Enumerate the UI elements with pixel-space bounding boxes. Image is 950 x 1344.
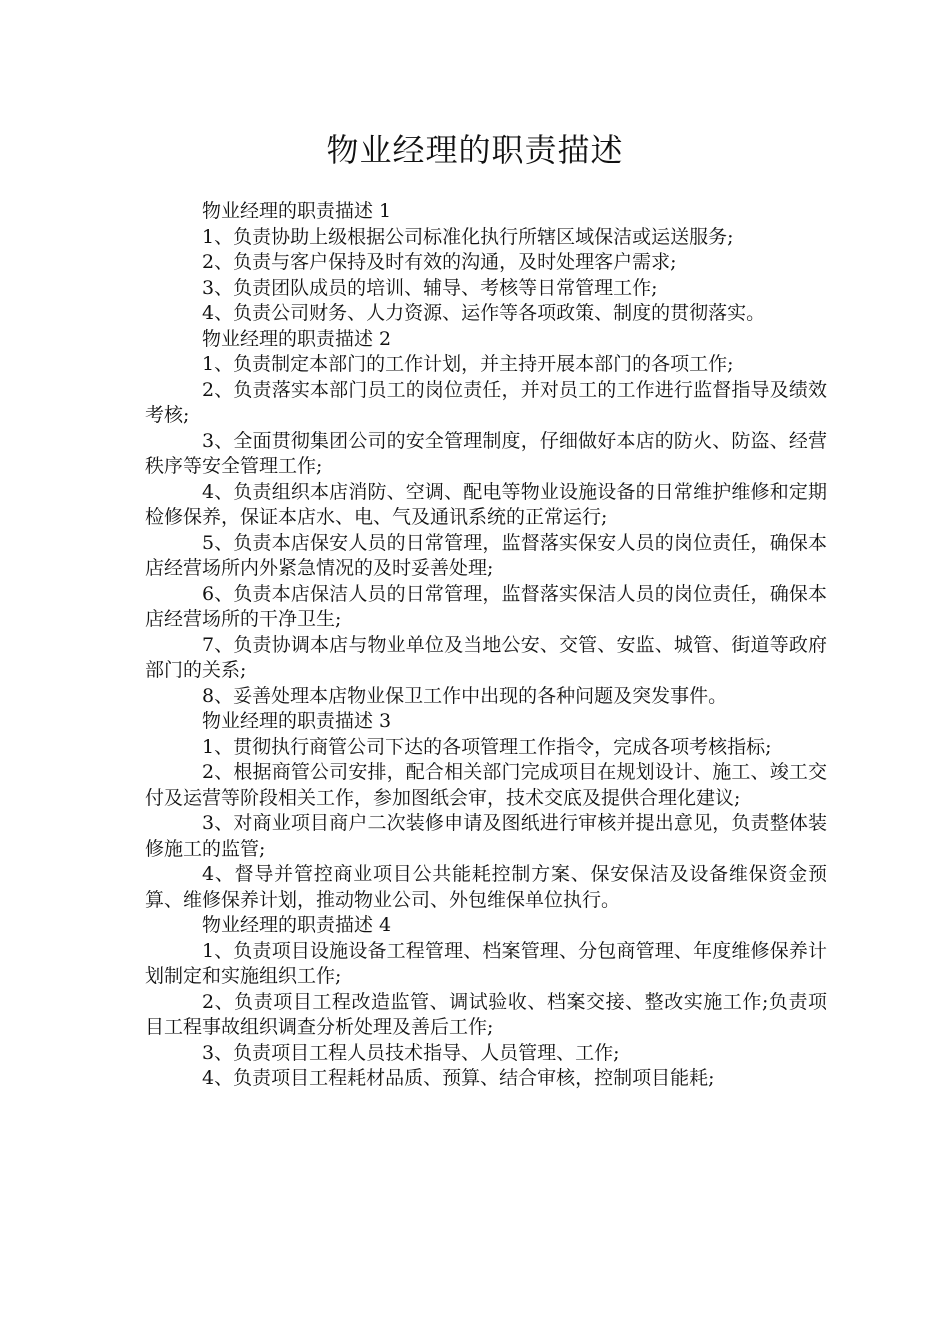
duty-item: 4、负责公司财务、人力资源、运作等各项政策、制度的贯彻落实。 [202, 302, 766, 324]
section-heading: 物业经理的职责描述 2 [202, 327, 392, 350]
duty-item: 8、妥善处理本店物业保卫工作中出现的各种问题及突发事件。 [202, 684, 728, 707]
document-title: 物业经理的职责描述 [326, 131, 624, 169]
duty-item: 5、负责本店保安人员的日常管理，监督落实保安人员的岗位责任，确保本店经营场所内外紧急情况的及时妥善处理; [145, 531, 827, 579]
duty-item: 1、负责协助上级根据公司标准化执行所辖区域保洁或运送服务; [202, 225, 734, 248]
duty-item: 1、贯彻执行商管公司下达的各项管理工作指令，完成各项考核指标; [202, 735, 772, 758]
document-body [145, 199, 827, 1092]
duty-item: 2、根据商管公司安排，配合相关部门完成项目在规划设计、施工、竣工交付及运营等阶段相关工作，参加图纸会审，技术交底及提供合理化建议; [145, 761, 827, 809]
section-heading: 物业经理的职责描述 3 [202, 710, 392, 732]
duty-item: 7、负责协调本店与物业单位及当地公安、交管、安监、城管、街道等政府部门的关系; [145, 633, 827, 681]
duty-item: 3、负责团队成员的培训、辅导、考核等日常管理工作; [202, 276, 658, 299]
duty-item: 4、督导并管控商业项目公共能耗控制方案、保安保洁及设备维保资金预算、维修保养计划，推动物业公司、外包维保单位执行。 [145, 863, 827, 911]
duty-item: 2、负责落实本部门员工的岗位责任，并对员工的工作进行监督指导及绩效考核; [145, 378, 827, 426]
duty-item: 3、全面贯彻集团公司的安全管理制度，仔细做好本店的防火、防盗、经营秩序等安全管理工作; [145, 429, 827, 477]
duty-item: 3、对商业项目商户二次装修申请及图纸进行审核并提出意见，负责整体装修施工的监管; [145, 812, 827, 860]
duty-item: 4、负责项目工程耗材品质、预算、结合审核，控制项目能耗; [202, 1067, 715, 1089]
duty-item: 6、负责本店保洁人员的日常管理，监督落实保洁人员的岗位责任，确保本店经营场所的干净卫生; [145, 582, 827, 630]
duty-item: 1、负责制定本部门的工作计划，并主持开展本部门的各项工作; [202, 353, 734, 375]
duty-item: 1、负责项目设施设备工程管理、档案管理、分包商管理、年度维修保养计划制定和实施组织工作; [145, 939, 827, 987]
duty-item: 3、负责项目工程人员技术指导、人员管理、工作; [202, 1041, 620, 1064]
duty-item: 2、负责项目工程改造监管、调试验收、档案交接、整改实施工作;负责项目工程事故组织调查分析处理及善后工作; [145, 990, 827, 1038]
section-heading: 物业经理的职责描述 4 [202, 914, 392, 936]
duty-item: 2、负责与客户保持及时有效的沟通，及时处理客户需求; [202, 251, 677, 273]
duty-item: 4、负责组织本店消防、空调、配电等物业设施设备的日常维护维修和定期检修保养，保证本店水、电、气及通讯系统的正常运行; [145, 480, 827, 528]
section-heading: 物业经理的职责描述 1 [202, 200, 392, 222]
